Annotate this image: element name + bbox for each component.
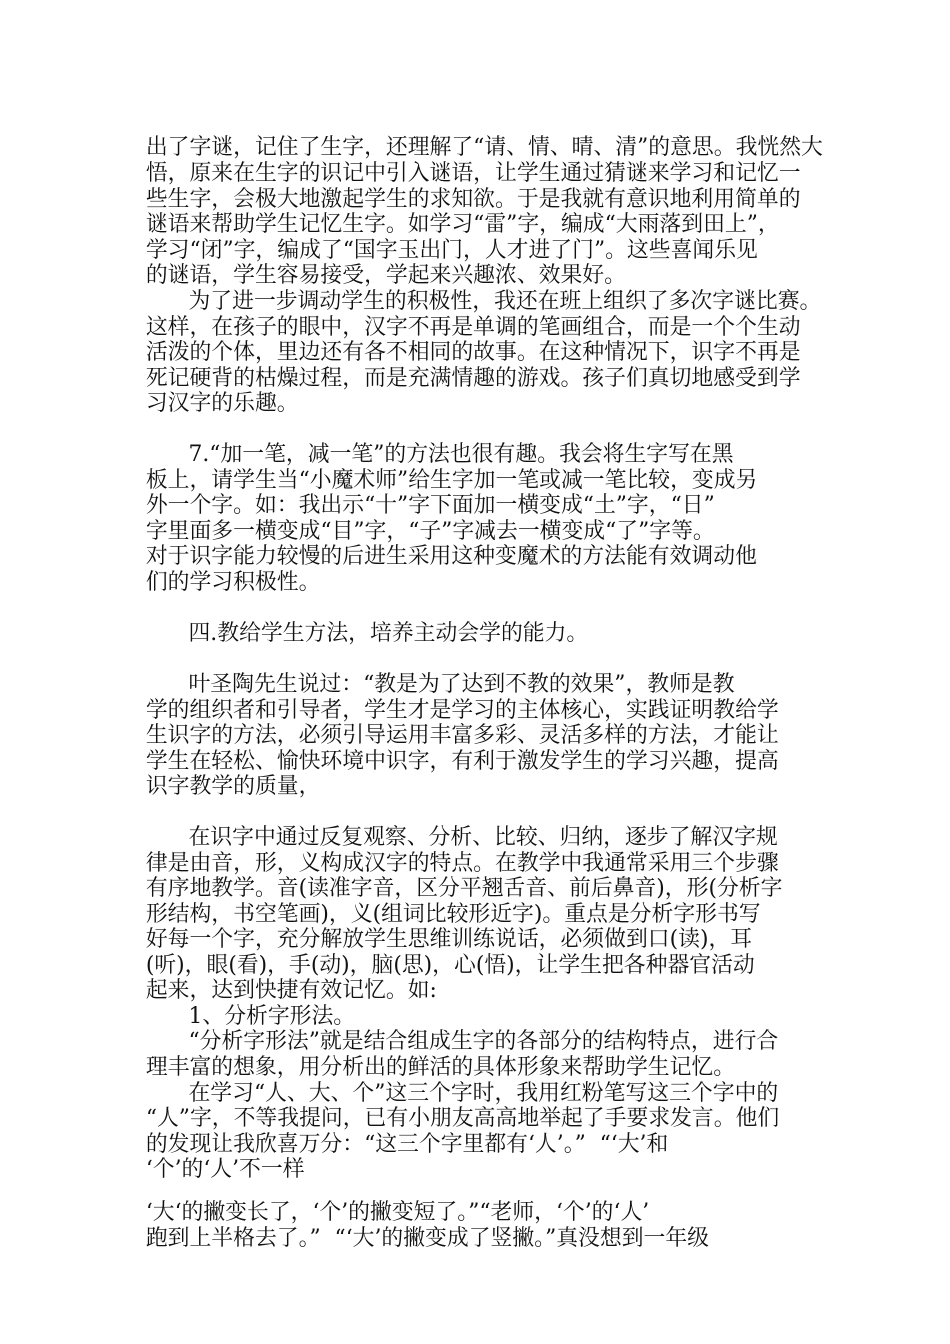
text-line: 叶圣陶先生说过：“教是为了达到不教的效果”，教师是教 — [188, 672, 735, 697]
text-line: 死记硬背的枯燥过程，而是充满情趣的游戏。孩子们真切地感受到学 — [145, 366, 801, 391]
text-line: 的发现让我欣喜万分：“这三个字里都有‘人’。” “‘大’和 — [145, 1132, 669, 1157]
text-line: 有序地教学。音(读准字音，区分平翘舌音、前后鼻音)，形(分析字 — [145, 876, 783, 901]
text-line: 为了进一步调动学生的积极性，我还在班上组织了多次字谜比赛。 — [188, 289, 822, 314]
text-line: ‘大‘的撇变长了，‘个’的撇变短了。”“老师，‘个’的‘人’ — [145, 1200, 650, 1225]
text-line: “分析字形法”就是结合组成生字的各部分的结构特点，进行合 — [188, 1029, 779, 1054]
text-line: 律是由音，形，义构成汉字的特点。在教学中我通常采用三个步骤 — [145, 851, 779, 876]
text-line: 好每一个字，充分解放学生思维训练说话，必须做到口(读)，耳 — [145, 927, 753, 952]
text-line: ‘个’的‘人’不一样 — [145, 1157, 305, 1182]
text-line: 些生字，会极大地激起学生的求知欲。于是我就有意识地利用简单的 — [145, 187, 801, 212]
text-line: 识字教学的质量， — [145, 774, 321, 799]
text-line: 学的组织者和引导者，学生才是学习的主体核心，实践证明教给学 — [145, 698, 779, 723]
text-line: 理丰富的想象，用分析出的鲜活的具体形象来帮助学生记忆。 — [145, 1055, 736, 1080]
text-line: 在学习“人、大、个”这三个字时，我用红粉笔写这三个字中的 — [188, 1081, 779, 1106]
text-line: 学生在轻松、愉快环境中识字，有利于激发学生的学习兴趣，提高 — [145, 749, 779, 774]
section-heading: 四.教给学生方法，培养主动会学的能力。 — [188, 621, 589, 646]
text-line: (听)，眼(看)，手(动)，脑(思)，心(悟)，让学生把各种器官活动 — [145, 953, 755, 978]
text-line: 跑到上半格去了。” “‘大’的撇变成了竖撇。”真没想到一年级 — [145, 1226, 710, 1251]
text-line: 的谜语，学生容易接受，学起来兴趣浓、效果好。 — [145, 263, 626, 288]
text-line: 谜语来帮助学生记忆生字。如学习“雷”字，编成“大雨落到田上”， — [145, 212, 780, 237]
text-line: 外一个字。如：我出示“十”字下面加一横变成“土”字，“日” — [145, 493, 715, 518]
text-line: “人”字，不等我提问，已有小朋友高高地举起了手要求发言。他们 — [145, 1106, 780, 1131]
text-line: 形结构，书空笔画)，义(组词比较形近字)。重点是分析字形书写 — [145, 902, 761, 927]
text-line: 这样，在孩子的眼中，汉字不再是单调的笔画组合，而是一个个生动 — [145, 315, 801, 340]
text-line: 习汉字的乐趣。 — [145, 391, 299, 416]
text-line: 活泼的个体，里边还有各不相同的故事。在这种情况下，识字不再是 — [145, 340, 801, 365]
text-line: 起来，达到快捷有效记忆。如: — [145, 978, 437, 1003]
text-line: 板上，请学生当“小魔术师”给生字加一笔或减一笔比较，变成另 — [145, 468, 758, 493]
list-heading: 1、分析字形法。 — [188, 1004, 356, 1029]
text-line: 学习“闭”字，编成了“国字玉出门，人才进了门”。这些喜闻乐见 — [145, 238, 758, 263]
text-line: 在识字中通过反复观察、分析、比较、归纳，逐步了解汉字规 — [188, 825, 778, 850]
text-line: 悟，原来在生字的识记中引入谜语，让学生通过猜谜来学习和记忆一 — [145, 161, 801, 186]
text-line: 字里面多一横变成“目”字，“子”字减去一横变成“了”字等。 — [145, 519, 715, 544]
text-line: 生识字的方法，必须引导运用丰富多彩、灵活多样的方法，才能让 — [145, 723, 779, 748]
text-line: 7.“加一笔，减一笔”的方法也很有趣。我会将生字写在黑 — [188, 442, 734, 467]
text-line: 们的学习积极性。 — [145, 570, 321, 595]
text-line: 对于识字能力较慢的后进生采用这种变魔术的方法能有效调动他 — [145, 544, 757, 569]
text-line: 出了字谜，记住了生字，还理解了“请、情、晴、清”的意思。我恍然大 — [145, 135, 823, 160]
